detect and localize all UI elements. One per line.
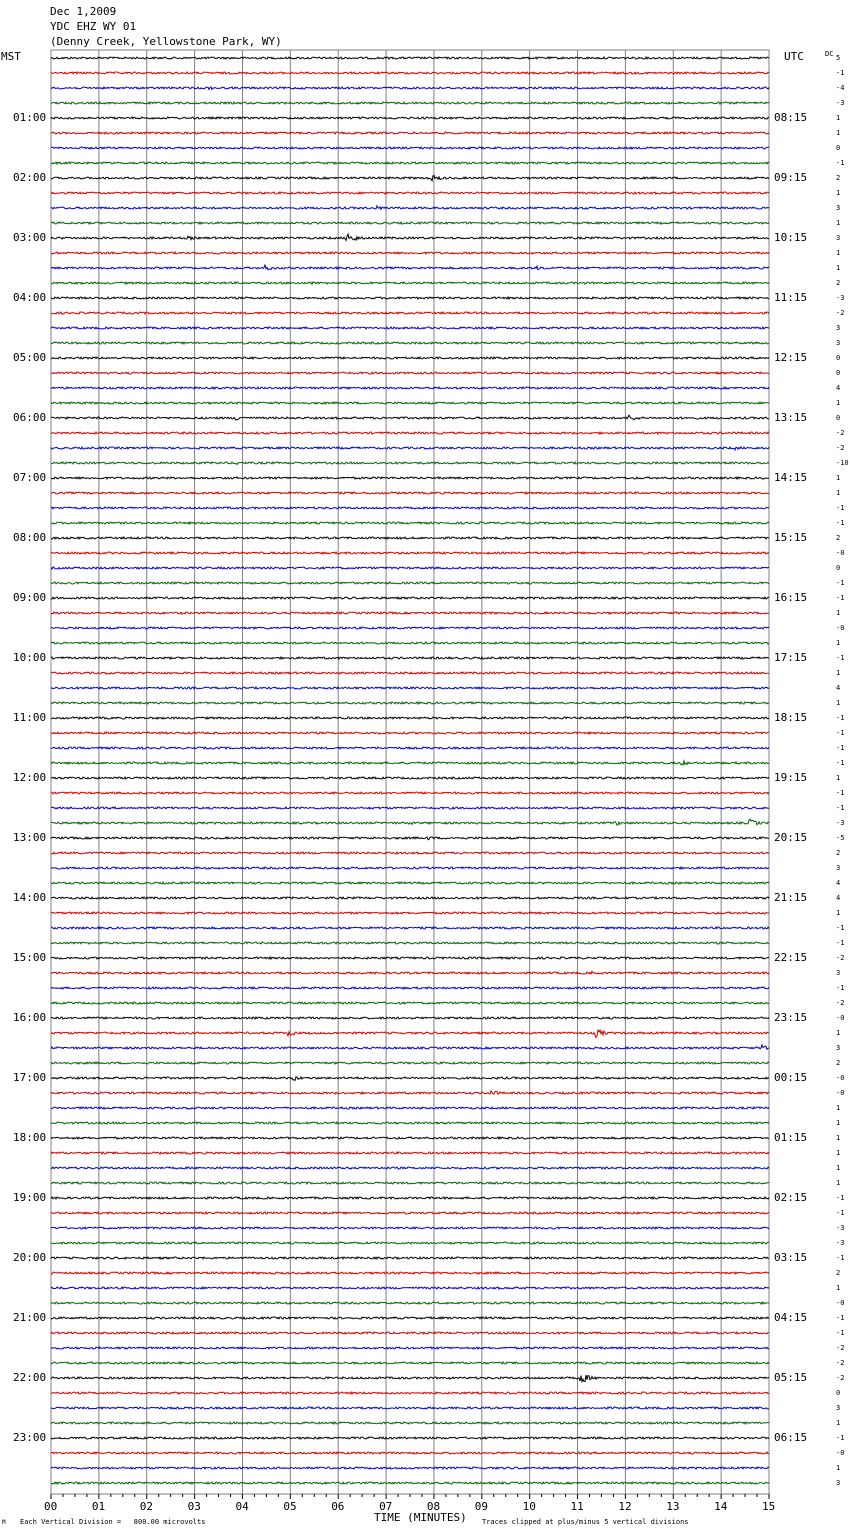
utc-hour-label: 00:15 [774,1071,808,1084]
seismic-trace [51,387,769,389]
seismic-trace [51,1212,769,1214]
dc-offset-label: -1 [836,519,845,527]
seismic-trace [51,102,769,104]
x-tick-label: 04 [235,1500,249,1513]
seismic-trace [51,327,769,329]
utc-hour-label: 06:15 [774,1431,808,1444]
x-tick-label: 15 [762,1500,776,1513]
mst-hour-label: 05:00 [13,351,47,364]
utc-hour-label: 19:15 [774,771,808,784]
dc-offset-label: -1 [836,1209,845,1217]
seismic-trace [51,1287,769,1289]
x-axis-title: TIME (MINUTES) [374,1511,467,1524]
seismic-trace [51,282,769,285]
seismic-trace [51,1137,769,1139]
seismic-trace [51,265,769,270]
mst-hour-label: 22:00 [13,1371,47,1384]
dc-offset-label: 3 [836,1404,841,1412]
utc-hour-label: 02:15 [774,1191,808,1204]
seismic-trace [51,1062,769,1064]
seismic-trace [51,462,769,465]
mst-hour-label: 21:00 [13,1311,47,1324]
seismic-trace [51,1257,769,1259]
dc-offset-label: -3 [836,819,845,827]
dc-offset-label: -1 [836,759,845,767]
chart-station: YDC EHZ WY 01 [50,20,137,33]
seismic-trace [51,1375,769,1382]
dc-offset-label: 3 [836,969,841,977]
dc-offset-label: -0 [836,624,845,632]
seismic-trace [51,147,769,149]
dc-offset-label: 1 [836,909,841,917]
seismic-trace [51,252,769,254]
utc-hour-label: 20:15 [774,831,808,844]
dc-offset-label: 2 [836,279,841,287]
dc-offset-label: -2 [836,954,845,962]
dc-offset-label: 3 [836,339,841,347]
dc-offset-label: -1 [836,654,845,662]
seismic-trace [51,87,769,90]
dc-axis-title: DC [825,50,834,58]
seismic-trace [51,912,769,914]
x-tick-label: 07 [379,1500,393,1513]
seismic-trace [51,1242,769,1244]
dc-offset-label: 1 [836,249,841,257]
seismic-trace [51,732,769,734]
mst-hour-label: 02:00 [13,171,47,184]
x-tick-label: 00 [44,1500,58,1513]
utc-hour-label: 10:15 [774,231,808,244]
seismic-trace [51,1030,769,1037]
utc-hour-label: 11:15 [774,291,808,304]
seismic-trace [51,1482,769,1484]
dc-offset-label: 3 [836,1044,841,1052]
dc-offset-label: 1 [836,1104,841,1112]
seismic-trace [51,477,769,479]
seismic-trace [51,612,769,614]
seismic-trace [51,432,769,434]
seismic-trace [51,234,769,240]
dc-offset-label: -1 [836,1194,845,1202]
seismic-trace [51,777,769,779]
dc-offset-label: -2 [836,1359,845,1367]
dc-offset-label: -3 [836,294,845,302]
chart-date: Dec 1,2009 [50,5,117,18]
mst-hour-label: 03:00 [13,231,47,244]
seismic-trace [51,402,769,404]
utc-hour-label: 16:15 [774,591,808,604]
dc-offset-label: 0 [836,369,841,377]
dc-offset-label: -2 [836,429,845,437]
seismic-trace [51,852,769,854]
seismic-trace [51,1107,769,1109]
dc-offset-label: -1 [836,1254,845,1262]
seismic-trace [51,882,769,884]
seismic-trace [51,1362,769,1364]
seismic-trace [51,162,769,164]
utc-hour-label: 04:15 [774,1311,808,1324]
seismic-trace [51,222,769,224]
dc-offset-label: -1 [836,939,845,947]
seismic-trace [51,1182,769,1184]
plot-frame [51,50,769,1494]
dc-offset-label: -3 [836,1224,845,1232]
dc-offset-label: 0 [836,414,841,422]
dc-offset-label: -2 [836,999,845,1007]
seismic-trace [51,987,769,989]
seismic-trace [51,1452,769,1454]
dc-offset-label: -0 [836,1089,845,1097]
dc-offset-label: 1 [836,219,841,227]
x-tick-label: 06 [331,1500,345,1513]
dc-offset-label: 1 [836,474,841,482]
seismic-trace [51,1002,769,1004]
dc-offset-label: 2 [836,534,841,542]
dc-offset-label: 3 [836,864,841,872]
mst-hour-label: 23:00 [13,1431,47,1444]
dc-offset-label: 1 [836,129,841,137]
seismic-trace [51,927,769,929]
seismic-trace [51,897,769,899]
seismic-trace [51,1332,769,1334]
dc-offset-label: 1 [836,264,841,272]
dc-offset-label: 1 [836,1134,841,1142]
utc-hour-label: 17:15 [774,651,808,664]
dc-offset-label: 1 [836,1464,841,1472]
dc-offset-label: 4 [836,879,841,887]
mst-hour-label: 13:00 [13,831,47,844]
dc-offset-label: -1 [836,789,845,797]
dc-offset-label: 1 [836,1284,841,1292]
dc-offset-label: -2 [836,309,845,317]
dc-offset-label: 1 [836,609,841,617]
mst-hour-label: 08:00 [13,531,47,544]
seismic-trace [51,342,769,344]
dc-offset-label: 1 [836,114,841,122]
dc-offset-label: 0 [836,354,841,362]
dc-offset-label: 4 [836,684,841,692]
x-tick-label: 10 [522,1500,536,1513]
x-tick-label: 09 [474,1500,489,1513]
dc-offset-label: -0 [836,1449,845,1457]
dc-offset-label: -5 [836,834,845,842]
seismic-trace [51,672,769,674]
dc-offset-label: -1 [836,594,845,602]
dc-offset-label: 1 [836,1179,841,1187]
dc-offset-label: 3 [836,324,841,332]
dc-offset-label: 0 [836,144,841,152]
utc-hour-label: 21:15 [774,891,808,904]
mst-hour-label: 17:00 [13,1071,47,1084]
x-tick-label: 12 [618,1500,632,1513]
seismic-trace [51,582,769,584]
dc-offset-label: 1 [836,639,841,647]
seismic-trace [51,175,769,180]
utc-hour-label: 14:15 [774,471,808,484]
utc-hour-label: 18:15 [774,711,808,724]
seismic-trace [51,537,769,539]
seismic-trace [51,1091,769,1094]
dc-offset-label: 1 [836,189,841,197]
x-tick-label: 05 [283,1500,297,1513]
mst-hour-label: 09:00 [13,591,47,604]
dc-offset-label: -1 [836,1329,845,1337]
mst-hour-label: 06:00 [13,411,47,424]
dc-offset-label: -2 [836,1344,845,1352]
seismic-trace [51,867,769,869]
seismic-trace [51,1392,769,1394]
dc-offset-label: 1 [836,1119,841,1127]
dc-offset-label: 2 [836,1059,841,1067]
seismic-trace [51,312,769,314]
mst-hour-label: 12:00 [13,771,47,784]
seismic-trace [51,552,769,554]
seismic-trace [51,1407,769,1409]
x-tick-label: 11 [570,1500,584,1513]
x-tick-label: 14 [714,1500,728,1513]
seismic-trace [51,687,769,689]
utc-hour-label: 15:15 [774,531,808,544]
dc-offset-label: 1 [836,1419,841,1427]
seismic-trace [51,1227,769,1229]
dc-offset-label: -1 [836,504,845,512]
dc-offset-label: 1 [836,774,841,782]
utc-hour-label: 22:15 [774,951,808,964]
seismic-trace [51,747,769,749]
utc-hour-label: 12:15 [774,351,808,364]
mst-hour-label: 18:00 [13,1131,47,1144]
mst-hour-label: 16:00 [13,1011,47,1024]
seismic-trace [51,1017,769,1019]
corner-mark: M [2,1519,6,1526]
utc-hour-label: 13:15 [774,411,808,424]
seismic-trace [51,1077,769,1081]
seismic-trace [51,1467,769,1469]
mst-hour-label: 14:00 [13,891,47,904]
utc-hour-label: 01:15 [774,1131,808,1144]
dc-offset-label: 1 [836,1149,841,1157]
seismic-trace [51,1122,769,1124]
dc-offset-label: -1 [836,159,845,167]
clip-note: Traces clipped at plus/minus 5 vertical divisions [482,1518,689,1526]
dc-offset-label: 3 [836,234,841,242]
seismic-trace [51,1437,769,1439]
seismic-trace [51,761,769,765]
seismic-trace [51,357,769,359]
dc-offset-label: 0 [836,1389,841,1397]
dc-offset-label: 3 [836,204,841,212]
seismic-trace [51,807,769,809]
seismic-trace [51,72,769,74]
mst-hour-label: 04:00 [13,291,47,304]
x-tick-label: 13 [666,1500,680,1513]
dc-offset-label: 1 [836,699,841,707]
seismic-trace [51,1317,769,1319]
dc-offset-label: 1 [836,669,841,677]
seismic-trace [51,717,769,719]
dc-offset-label: -1 [836,579,845,587]
seismic-trace [51,642,769,644]
seismic-trace [51,132,769,134]
seismic-trace [51,837,769,840]
seismic-trace [51,792,769,794]
dc-offset-label: -1 [836,1314,845,1322]
utc-hour-label: 05:15 [774,1371,808,1384]
dc-offset-label: -2 [836,444,845,452]
mst-hour-label: 11:00 [13,711,47,724]
seismic-trace [51,522,769,524]
seismic-trace [51,507,769,509]
mst-hour-label: 15:00 [13,951,47,964]
dc-offset-label: -0 [836,1299,845,1307]
x-tick-label: 02 [139,1500,153,1513]
dc-offset-label: 2 [836,174,841,182]
seismic-trace [51,627,769,629]
dc-offset-label: -0 [836,549,845,557]
seismic-trace [51,206,769,210]
dc-offset-label: 0 [836,564,841,572]
dc-offset-label: 2 [836,849,841,857]
seismic-trace [51,957,769,959]
seismic-trace [51,942,769,944]
dc-offset-label: 4 [836,384,841,392]
mst-hour-label: 20:00 [13,1251,47,1264]
dc-offset-label: -1 [836,924,845,932]
mst-hour-label: 07:00 [13,471,47,484]
seismic-trace [51,1167,769,1169]
mst-hour-label: 10:00 [13,651,47,664]
seismic-trace [51,702,769,704]
dc-offset-label: -3 [836,1239,845,1247]
x-tick-label: 01 [91,1500,106,1513]
chart-location: (Denny Creek, Yellowstone Park, WY) [50,35,282,48]
dc-offset-label: 1 [836,399,841,407]
dc-offset-label: 5 [836,54,841,62]
dc-offset-label: -1 [836,984,845,992]
utc-axis-title: UTC [784,50,804,63]
dc-offset-label: -1 [836,69,845,77]
seismic-trace [51,415,769,420]
dc-offset-label: -1 [836,1434,845,1442]
seismic-trace [51,1045,769,1050]
seismic-trace [51,1272,769,1274]
dc-offset-label: 3 [836,1479,841,1487]
mst-axis-title: MST [1,50,21,63]
seismic-trace [51,1197,769,1199]
seismic-trace [51,597,769,599]
scale-note: Each Vertical Division = 800.00 microvolts [20,1518,206,1526]
mst-hour-label: 01:00 [13,111,47,124]
seismic-trace [51,117,769,119]
seismic-trace [51,1302,769,1304]
dc-offset-label: -0 [836,1014,845,1022]
dc-offset-label: 1 [836,489,841,497]
seismic-trace [51,447,769,450]
x-tick-label: 08 [426,1500,441,1513]
x-tick-label: 03 [187,1500,201,1513]
mst-hour-label: 19:00 [13,1191,47,1204]
dc-offset-label: 1 [836,1164,841,1172]
dc-offset-label: -4 [836,84,845,92]
dc-offset-label: -10 [836,459,849,467]
utc-hour-label: 23:15 [774,1011,808,1024]
utc-hour-label: 08:15 [774,111,808,124]
dc-offset-label: 1 [836,1029,841,1037]
dc-offset-label: -2 [836,1374,845,1382]
seismic-trace [51,1347,769,1349]
utc-hour-label: 03:15 [774,1251,808,1264]
dc-offset-label: -3 [836,99,845,107]
seismic-trace [51,297,769,299]
seismic-trace [51,1152,769,1154]
seismic-trace [51,192,769,194]
seismic-trace [51,971,769,974]
dc-offset-label: 4 [836,894,841,902]
utc-hour-label: 09:15 [774,171,808,184]
seismic-trace [51,57,769,59]
dc-offset-label: -1 [836,714,845,722]
dc-offset-label: -0 [836,1074,845,1082]
seismic-trace [51,819,769,825]
seismic-trace [51,567,769,569]
seismic-trace [51,492,769,494]
dc-offset-label: 2 [836,1269,841,1277]
dc-offset-label: -1 [836,804,845,812]
seismic-trace [51,657,769,659]
dc-offset-label: -1 [836,729,845,737]
seismic-trace [51,372,769,374]
seismic-trace [51,1422,769,1424]
dc-offset-label: -1 [836,744,845,752]
